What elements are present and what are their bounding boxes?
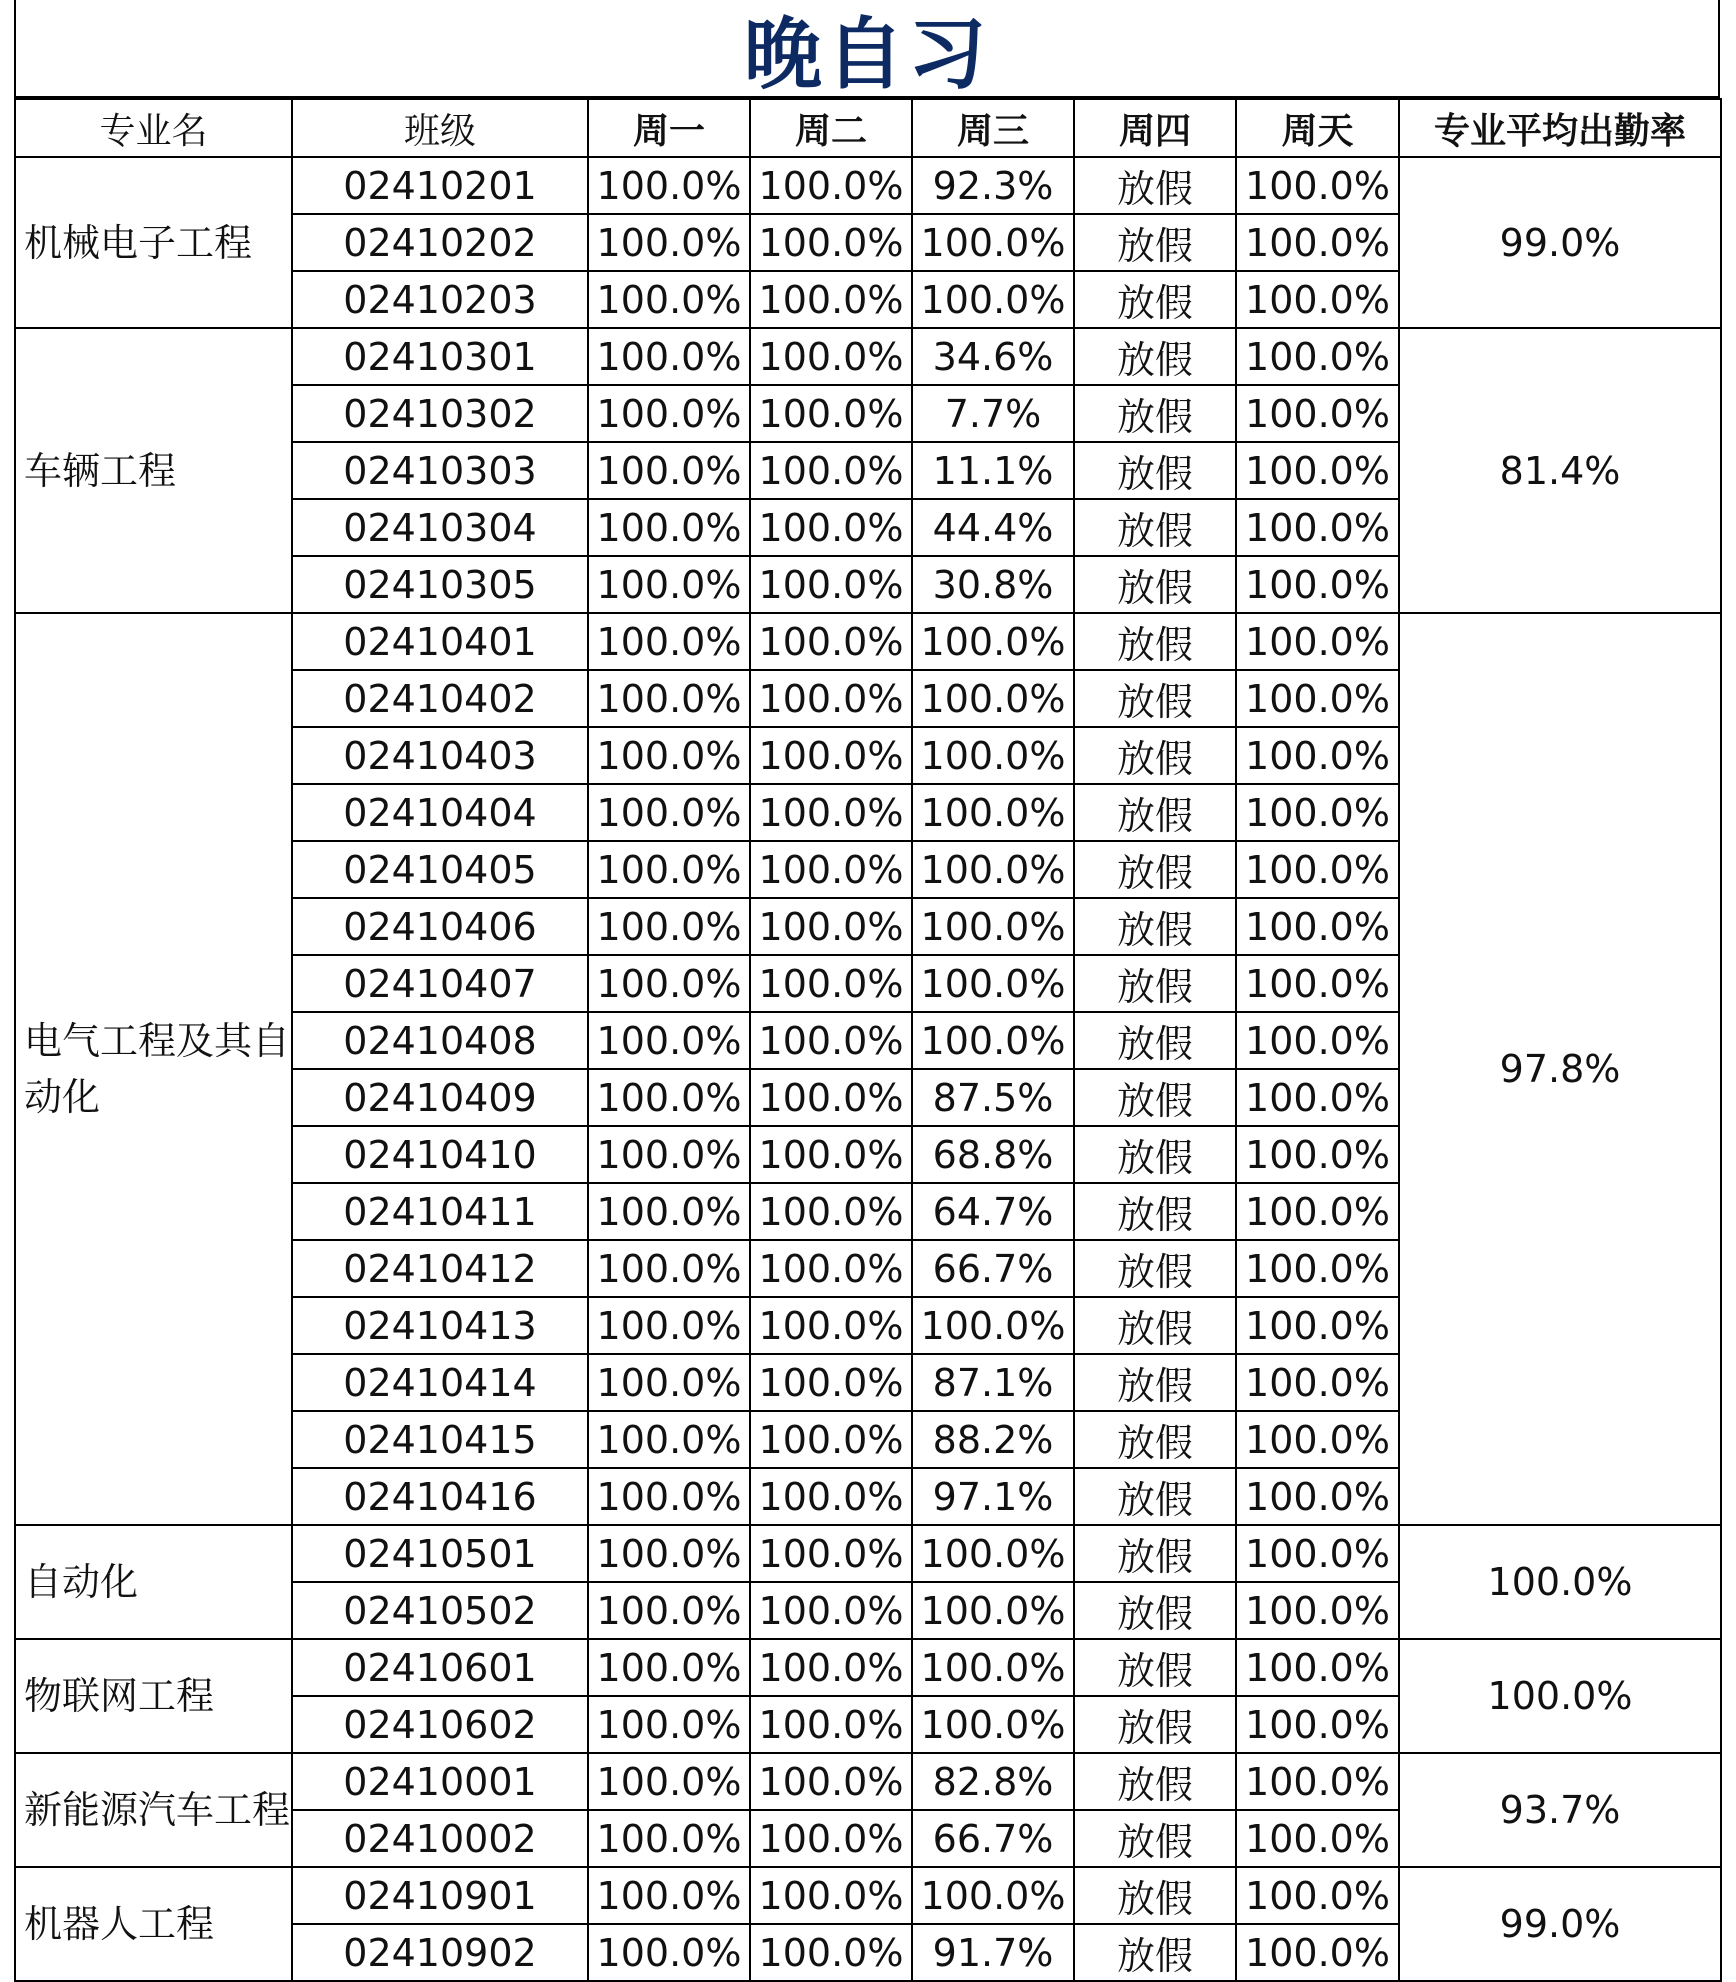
wednesday-cell: 92.3% bbox=[912, 157, 1074, 214]
thursday-cell: 放假 bbox=[1074, 385, 1236, 442]
thursday-cell: 放假 bbox=[1074, 1069, 1236, 1126]
table-row bbox=[15, 613, 1721, 670]
sunday-cell: 100.0% bbox=[1236, 1297, 1399, 1354]
monday-cell: 100.0% bbox=[588, 1867, 750, 1924]
sunday-cell: 100.0% bbox=[1236, 898, 1399, 955]
class-cell: 02410416 bbox=[292, 1468, 588, 1525]
header-average: 专业平均出勤率 bbox=[1399, 99, 1721, 157]
thursday-cell: 放假 bbox=[1074, 841, 1236, 898]
monday-cell: 100.0% bbox=[588, 898, 750, 955]
class-cell: 02410403 bbox=[292, 727, 588, 784]
tuesday-cell: 100.0% bbox=[750, 613, 912, 670]
monday-cell: 100.0% bbox=[588, 1924, 750, 1981]
sunday-cell: 100.0% bbox=[1236, 499, 1399, 556]
thursday-cell: 放假 bbox=[1074, 271, 1236, 328]
thursday-cell: 放假 bbox=[1074, 784, 1236, 841]
thursday-cell: 放假 bbox=[1074, 1297, 1236, 1354]
tuesday-cell: 100.0% bbox=[750, 1126, 912, 1183]
class-cell: 02410305 bbox=[292, 556, 588, 613]
tuesday-cell: 100.0% bbox=[750, 898, 912, 955]
header-wednesday: 周三 bbox=[912, 99, 1074, 157]
class-cell: 02410414 bbox=[292, 1354, 588, 1411]
monday-cell: 100.0% bbox=[588, 1525, 750, 1582]
table-row bbox=[15, 1525, 1721, 1582]
thursday-cell: 放假 bbox=[1074, 1012, 1236, 1069]
sunday-cell: 100.0% bbox=[1236, 556, 1399, 613]
thursday-cell: 放假 bbox=[1074, 1411, 1236, 1468]
tuesday-cell: 100.0% bbox=[750, 1639, 912, 1696]
monday-cell: 100.0% bbox=[588, 442, 750, 499]
wednesday-cell: 100.0% bbox=[912, 271, 1074, 328]
sunday-cell: 100.0% bbox=[1236, 1411, 1399, 1468]
monday-cell: 100.0% bbox=[588, 1582, 750, 1639]
thursday-cell: 放假 bbox=[1074, 1810, 1236, 1867]
class-cell: 02410502 bbox=[292, 1582, 588, 1639]
sunday-cell: 100.0% bbox=[1236, 1354, 1399, 1411]
monday-cell: 100.0% bbox=[588, 1753, 750, 1810]
thursday-cell: 放假 bbox=[1074, 1867, 1236, 1924]
monday-cell: 100.0% bbox=[588, 670, 750, 727]
sunday-cell: 100.0% bbox=[1236, 1582, 1399, 1639]
sunday-cell: 100.0% bbox=[1236, 1468, 1399, 1525]
monday-cell: 100.0% bbox=[588, 1696, 750, 1753]
monday-cell: 100.0% bbox=[588, 955, 750, 1012]
wednesday-cell: 100.0% bbox=[912, 670, 1074, 727]
monday-cell: 100.0% bbox=[588, 1126, 750, 1183]
tuesday-cell: 100.0% bbox=[750, 1297, 912, 1354]
thursday-cell: 放假 bbox=[1074, 955, 1236, 1012]
monday-cell: 100.0% bbox=[588, 727, 750, 784]
wednesday-cell: 100.0% bbox=[912, 1012, 1074, 1069]
tuesday-cell: 100.0% bbox=[750, 1753, 912, 1810]
header-monday: 周一 bbox=[588, 99, 750, 157]
tuesday-cell: 100.0% bbox=[750, 841, 912, 898]
sunday-cell: 100.0% bbox=[1236, 385, 1399, 442]
sunday-cell: 100.0% bbox=[1236, 1867, 1399, 1924]
class-cell: 02410401 bbox=[292, 613, 588, 670]
header-tuesday: 周二 bbox=[750, 99, 912, 157]
thursday-cell: 放假 bbox=[1074, 613, 1236, 670]
table-row bbox=[15, 1753, 1721, 1810]
tuesday-cell: 100.0% bbox=[750, 1183, 912, 1240]
monday-cell: 100.0% bbox=[588, 1069, 750, 1126]
tuesday-cell: 100.0% bbox=[750, 1525, 912, 1582]
class-cell: 02410410 bbox=[292, 1126, 588, 1183]
average-cell: 93.7% bbox=[1399, 1753, 1721, 1867]
wednesday-cell: 82.8% bbox=[912, 1753, 1074, 1810]
sunday-cell: 100.0% bbox=[1236, 727, 1399, 784]
sunday-cell: 100.0% bbox=[1236, 271, 1399, 328]
sunday-cell: 100.0% bbox=[1236, 442, 1399, 499]
header-major: 专业名 bbox=[15, 99, 292, 157]
table-body bbox=[15, 157, 1721, 1981]
wednesday-cell: 66.7% bbox=[912, 1810, 1074, 1867]
sunday-cell: 100.0% bbox=[1236, 214, 1399, 271]
wednesday-cell: 100.0% bbox=[912, 727, 1074, 784]
tuesday-cell: 100.0% bbox=[750, 784, 912, 841]
thursday-cell: 放假 bbox=[1074, 1354, 1236, 1411]
tuesday-cell: 100.0% bbox=[750, 499, 912, 556]
class-cell: 02410405 bbox=[292, 841, 588, 898]
class-cell: 02410201 bbox=[292, 157, 588, 214]
tuesday-cell: 100.0% bbox=[750, 1924, 912, 1981]
table-row bbox=[15, 1867, 1721, 1924]
wednesday-cell: 100.0% bbox=[912, 1582, 1074, 1639]
thursday-cell: 放假 bbox=[1074, 898, 1236, 955]
thursday-cell: 放假 bbox=[1074, 1582, 1236, 1639]
header-sunday: 周天 bbox=[1236, 99, 1399, 157]
sunday-cell: 100.0% bbox=[1236, 670, 1399, 727]
wednesday-cell: 97.1% bbox=[912, 1468, 1074, 1525]
wednesday-cell: 100.0% bbox=[912, 1867, 1074, 1924]
thursday-cell: 放假 bbox=[1074, 157, 1236, 214]
thursday-cell: 放假 bbox=[1074, 1639, 1236, 1696]
sunday-cell: 100.0% bbox=[1236, 328, 1399, 385]
class-cell: 02410901 bbox=[292, 1867, 588, 1924]
average-cell: 81.4% bbox=[1399, 328, 1721, 613]
class-cell: 02410202 bbox=[292, 214, 588, 271]
class-cell: 02410302 bbox=[292, 385, 588, 442]
class-cell: 02410408 bbox=[292, 1012, 588, 1069]
tuesday-cell: 100.0% bbox=[750, 1867, 912, 1924]
major-cell: 物联网工程 bbox=[15, 1639, 292, 1753]
header-class: 班级 bbox=[292, 99, 588, 157]
tuesday-cell: 100.0% bbox=[750, 271, 912, 328]
class-cell: 02410413 bbox=[292, 1297, 588, 1354]
thursday-cell: 放假 bbox=[1074, 670, 1236, 727]
wednesday-cell: 100.0% bbox=[912, 898, 1074, 955]
tuesday-cell: 100.0% bbox=[750, 955, 912, 1012]
average-cell: 99.0% bbox=[1399, 1867, 1721, 1981]
thursday-cell: 放假 bbox=[1074, 1468, 1236, 1525]
sunday-cell: 100.0% bbox=[1236, 955, 1399, 1012]
thursday-cell: 放假 bbox=[1074, 1753, 1236, 1810]
wednesday-cell: 66.7% bbox=[912, 1240, 1074, 1297]
sunday-cell: 100.0% bbox=[1236, 1696, 1399, 1753]
class-cell: 02410303 bbox=[292, 442, 588, 499]
sunday-cell: 100.0% bbox=[1236, 1069, 1399, 1126]
wednesday-cell: 100.0% bbox=[912, 1525, 1074, 1582]
sunday-cell: 100.0% bbox=[1236, 841, 1399, 898]
thursday-cell: 放假 bbox=[1074, 442, 1236, 499]
wednesday-cell: 44.4% bbox=[912, 499, 1074, 556]
thursday-cell: 放假 bbox=[1074, 727, 1236, 784]
wednesday-cell: 64.7% bbox=[912, 1183, 1074, 1240]
wednesday-cell: 7.7% bbox=[912, 385, 1074, 442]
sunday-cell: 100.0% bbox=[1236, 1012, 1399, 1069]
table-row bbox=[15, 157, 1721, 214]
tuesday-cell: 100.0% bbox=[750, 442, 912, 499]
thursday-cell: 放假 bbox=[1074, 1696, 1236, 1753]
thursday-cell: 放假 bbox=[1074, 1525, 1236, 1582]
table-row bbox=[15, 328, 1721, 385]
class-cell: 02410404 bbox=[292, 784, 588, 841]
sunday-cell: 100.0% bbox=[1236, 1525, 1399, 1582]
monday-cell: 100.0% bbox=[588, 613, 750, 670]
class-cell: 02410002 bbox=[292, 1810, 588, 1867]
wednesday-cell: 100.0% bbox=[912, 1297, 1074, 1354]
monday-cell: 100.0% bbox=[588, 1411, 750, 1468]
sunday-cell: 100.0% bbox=[1236, 1126, 1399, 1183]
sunday-cell: 100.0% bbox=[1236, 1639, 1399, 1696]
monday-cell: 100.0% bbox=[588, 1297, 750, 1354]
thursday-cell: 放假 bbox=[1074, 1240, 1236, 1297]
major-cell: 机械电子工程 bbox=[15, 157, 292, 328]
tuesday-cell: 100.0% bbox=[750, 157, 912, 214]
class-cell: 02410601 bbox=[292, 1639, 588, 1696]
monday-cell: 100.0% bbox=[588, 784, 750, 841]
class-cell: 02410001 bbox=[292, 1753, 588, 1810]
monday-cell: 100.0% bbox=[588, 499, 750, 556]
sunday-cell: 100.0% bbox=[1236, 784, 1399, 841]
tuesday-cell: 100.0% bbox=[750, 1696, 912, 1753]
class-cell: 02410304 bbox=[292, 499, 588, 556]
sunday-cell: 100.0% bbox=[1236, 613, 1399, 670]
monday-cell: 100.0% bbox=[588, 1183, 750, 1240]
wednesday-cell: 100.0% bbox=[912, 784, 1074, 841]
thursday-cell: 放假 bbox=[1074, 556, 1236, 613]
monday-cell: 100.0% bbox=[588, 328, 750, 385]
major-cell: 自动化 bbox=[15, 1525, 292, 1639]
monday-cell: 100.0% bbox=[588, 1240, 750, 1297]
tuesday-cell: 100.0% bbox=[750, 1240, 912, 1297]
wednesday-cell: 87.1% bbox=[912, 1354, 1074, 1411]
wednesday-cell: 100.0% bbox=[912, 1696, 1074, 1753]
average-cell: 99.0% bbox=[1399, 157, 1721, 328]
wednesday-cell: 88.2% bbox=[912, 1411, 1074, 1468]
class-cell: 02410407 bbox=[292, 955, 588, 1012]
average-cell: 100.0% bbox=[1399, 1525, 1721, 1639]
sunday-cell: 100.0% bbox=[1236, 1183, 1399, 1240]
class-cell: 02410406 bbox=[292, 898, 588, 955]
thursday-cell: 放假 bbox=[1074, 214, 1236, 271]
header-thursday: 周四 bbox=[1074, 99, 1236, 157]
wednesday-cell: 100.0% bbox=[912, 214, 1074, 271]
sunday-cell: 100.0% bbox=[1236, 1810, 1399, 1867]
tuesday-cell: 100.0% bbox=[750, 1069, 912, 1126]
monday-cell: 100.0% bbox=[588, 271, 750, 328]
tuesday-cell: 100.0% bbox=[750, 385, 912, 442]
tuesday-cell: 100.0% bbox=[750, 1468, 912, 1525]
wednesday-cell: 100.0% bbox=[912, 841, 1074, 898]
wednesday-cell: 100.0% bbox=[912, 613, 1074, 670]
tuesday-cell: 100.0% bbox=[750, 670, 912, 727]
thursday-cell: 放假 bbox=[1074, 1924, 1236, 1981]
table-row bbox=[15, 1639, 1721, 1696]
class-cell: 02410411 bbox=[292, 1183, 588, 1240]
wednesday-cell: 11.1% bbox=[912, 442, 1074, 499]
class-cell: 02410415 bbox=[292, 1411, 588, 1468]
tuesday-cell: 100.0% bbox=[750, 1582, 912, 1639]
tuesday-cell: 100.0% bbox=[750, 1354, 912, 1411]
monday-cell: 100.0% bbox=[588, 1468, 750, 1525]
sunday-cell: 100.0% bbox=[1236, 1753, 1399, 1810]
major-cell: 车辆工程 bbox=[15, 328, 292, 613]
tuesday-cell: 100.0% bbox=[750, 556, 912, 613]
class-cell: 02410402 bbox=[292, 670, 588, 727]
monday-cell: 100.0% bbox=[588, 556, 750, 613]
wednesday-cell: 100.0% bbox=[912, 1639, 1074, 1696]
monday-cell: 100.0% bbox=[588, 1810, 750, 1867]
monday-cell: 100.0% bbox=[588, 385, 750, 442]
monday-cell: 100.0% bbox=[588, 841, 750, 898]
sunday-cell: 100.0% bbox=[1236, 1240, 1399, 1297]
average-cell: 100.0% bbox=[1399, 1639, 1721, 1753]
monday-cell: 100.0% bbox=[588, 214, 750, 271]
major-cell: 电气工程及其自动化 bbox=[15, 613, 292, 1525]
sheet-title: 晚自习 bbox=[14, 0, 1720, 98]
class-cell: 02410501 bbox=[292, 1525, 588, 1582]
wednesday-cell: 100.0% bbox=[912, 955, 1074, 1012]
wednesday-cell: 68.8% bbox=[912, 1126, 1074, 1183]
class-cell: 02410412 bbox=[292, 1240, 588, 1297]
tuesday-cell: 100.0% bbox=[750, 1411, 912, 1468]
class-cell: 02410602 bbox=[292, 1696, 588, 1753]
major-cell: 新能源汽车工程 bbox=[15, 1753, 292, 1867]
tuesday-cell: 100.0% bbox=[750, 328, 912, 385]
thursday-cell: 放假 bbox=[1074, 1183, 1236, 1240]
wednesday-cell: 34.6% bbox=[912, 328, 1074, 385]
wednesday-cell: 91.7% bbox=[912, 1924, 1074, 1981]
tuesday-cell: 100.0% bbox=[750, 1810, 912, 1867]
attendance-table bbox=[14, 98, 1722, 1982]
tuesday-cell: 100.0% bbox=[750, 214, 912, 271]
class-cell: 02410203 bbox=[292, 271, 588, 328]
thursday-cell: 放假 bbox=[1074, 499, 1236, 556]
wednesday-cell: 30.8% bbox=[912, 556, 1074, 613]
monday-cell: 100.0% bbox=[588, 157, 750, 214]
sunday-cell: 100.0% bbox=[1236, 1924, 1399, 1981]
header-row bbox=[15, 99, 1721, 157]
sunday-cell: 100.0% bbox=[1236, 157, 1399, 214]
average-cell: 97.8% bbox=[1399, 613, 1721, 1525]
wednesday-cell: 87.5% bbox=[912, 1069, 1074, 1126]
class-cell: 02410409 bbox=[292, 1069, 588, 1126]
major-cell: 机器人工程 bbox=[15, 1867, 292, 1981]
tuesday-cell: 100.0% bbox=[750, 1012, 912, 1069]
class-cell: 02410902 bbox=[292, 1924, 588, 1981]
tuesday-cell: 100.0% bbox=[750, 727, 912, 784]
class-cell: 02410301 bbox=[292, 328, 588, 385]
monday-cell: 100.0% bbox=[588, 1012, 750, 1069]
monday-cell: 100.0% bbox=[588, 1354, 750, 1411]
thursday-cell: 放假 bbox=[1074, 328, 1236, 385]
monday-cell: 100.0% bbox=[588, 1639, 750, 1696]
thursday-cell: 放假 bbox=[1074, 1126, 1236, 1183]
